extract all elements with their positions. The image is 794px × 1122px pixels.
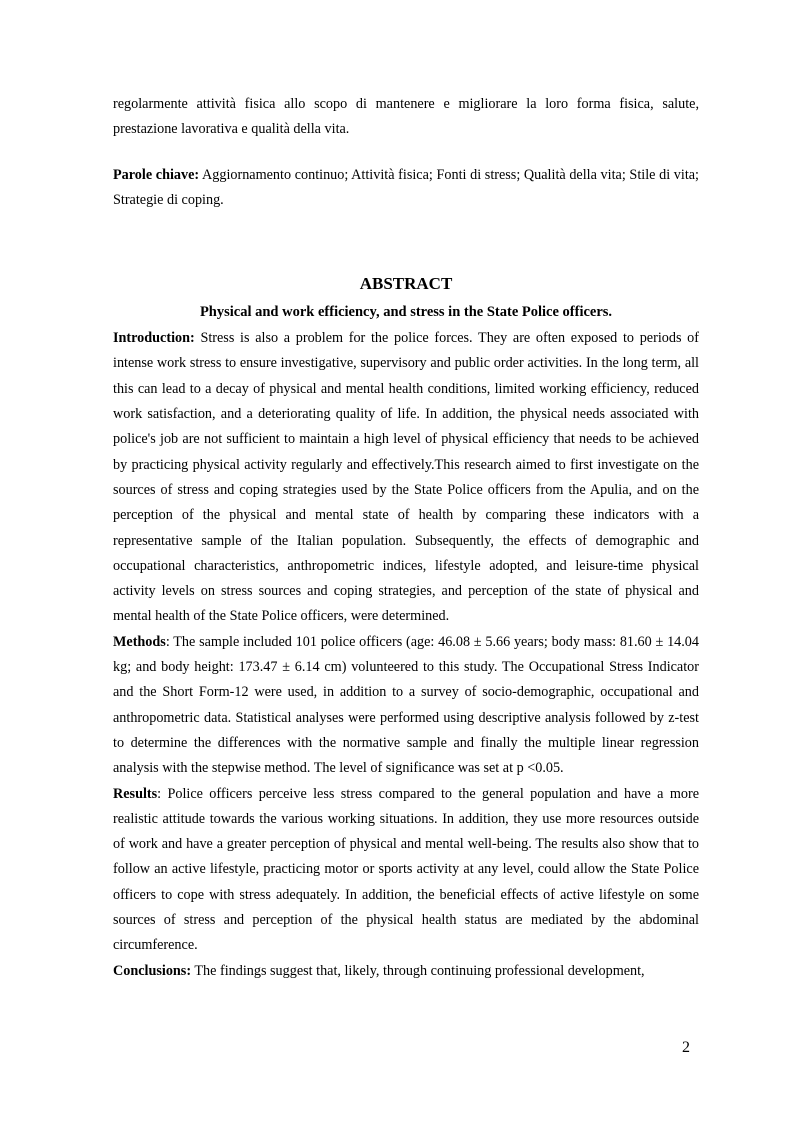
abstract-title: Physical and work efficiency, and stress in the State Police officers. bbox=[199, 304, 613, 321]
conclusions-text: The findings suggest that, likely, through continuing professional development, bbox=[194, 962, 645, 979]
keywords-label: Parole chiave: bbox=[113, 166, 200, 183]
results-label: Results bbox=[113, 785, 158, 802]
abstract-heading: ABSTRACT bbox=[359, 274, 453, 294]
methods-label: Methods bbox=[113, 633, 166, 650]
methods-text: : The sample included 101 police officers (age: 46.08 ± 5.66 years; body mass: 81.60 ± 14.04 kg; and body height: 173.47 ± 6.14 cm) volunteered to this study. The Occupational Stress Indicator and the Short Form-12 were used, in addition to a survey of socio-demographic, occupational and anthropometric data. Statistical analyses were performed using descriptive analysis followed by z-test to determine the differences with the normative sample and finally the multiple linear regression analysis with the stepwise method. The level of significance was set at p <0.05. bbox=[113, 633, 699, 777]
results-text: : Police officers perceive less stress compared to the general population and have a more realistic attitude towards the various working situations. In addition, they use more resources outside of work and have a greater perception of physical and mental well-being. The results also show that to follow an active lifestyle, practicing motor or sports activity at any level, could allow the State Police officers to cope with stress adequately. In addition, the beneficial effects of active lifestyle on some sources of stress and perception of the physical health status are mediated by the abdominal circumference. bbox=[113, 785, 699, 954]
introduction-paragraph bbox=[113, 326, 699, 630]
introduction-text: Stress is also a problem for the police forces. They are often exposed to periods of intense work stress to ensure investigative, supervisory and public order activities. In the long term, all this can lead to a decay of physical and mental health conditions, limited working efficiency, reduced work satisfaction, and a deteriorating quality of life. In addition, the physical needs associated with police's job are not sufficient to maintain a high level of physical efficiency that needs to be achieved by practicing physical activity regularly and effectively.This research aimed to first investigate on the sources of stress and coping strategies used by the State Police officers from the Apulia, and on the perception of the physical and mental state of health by comparing these indicators with a representative sample of the Italian population. Subsequently, the effects of demographic and occupational characteristics, anthropometric indices, lifestyle adopted, and leisure-time physical activity levels on stress sources and coping strategies, and perception of the state of physical and mental health of the State Police officers, were determined. bbox=[113, 330, 699, 625]
introduction-label: Introduction: bbox=[113, 330, 195, 347]
page-number: 2 bbox=[682, 1039, 690, 1056]
keywords-text: Aggiornamento continuo; Attività fisica; Fonti di stress; Qualità della vita; Stile di vita; Strategie di coping. bbox=[113, 166, 700, 208]
conclusions-label: Conclusions: bbox=[113, 962, 192, 979]
keywords-paragraph bbox=[113, 163, 699, 214]
italian-abstract-continuation bbox=[113, 92, 699, 143]
page-content bbox=[113, 92, 699, 984]
methods-paragraph bbox=[113, 630, 699, 782]
conclusions-paragraph bbox=[113, 959, 699, 984]
results-paragraph bbox=[113, 782, 699, 959]
continuation-text: regolarmente attività fisica allo scopo di mantenere e migliorare la loro forma fisica, salute, prestazione lavorativa e qualità della vita. bbox=[113, 96, 699, 138]
